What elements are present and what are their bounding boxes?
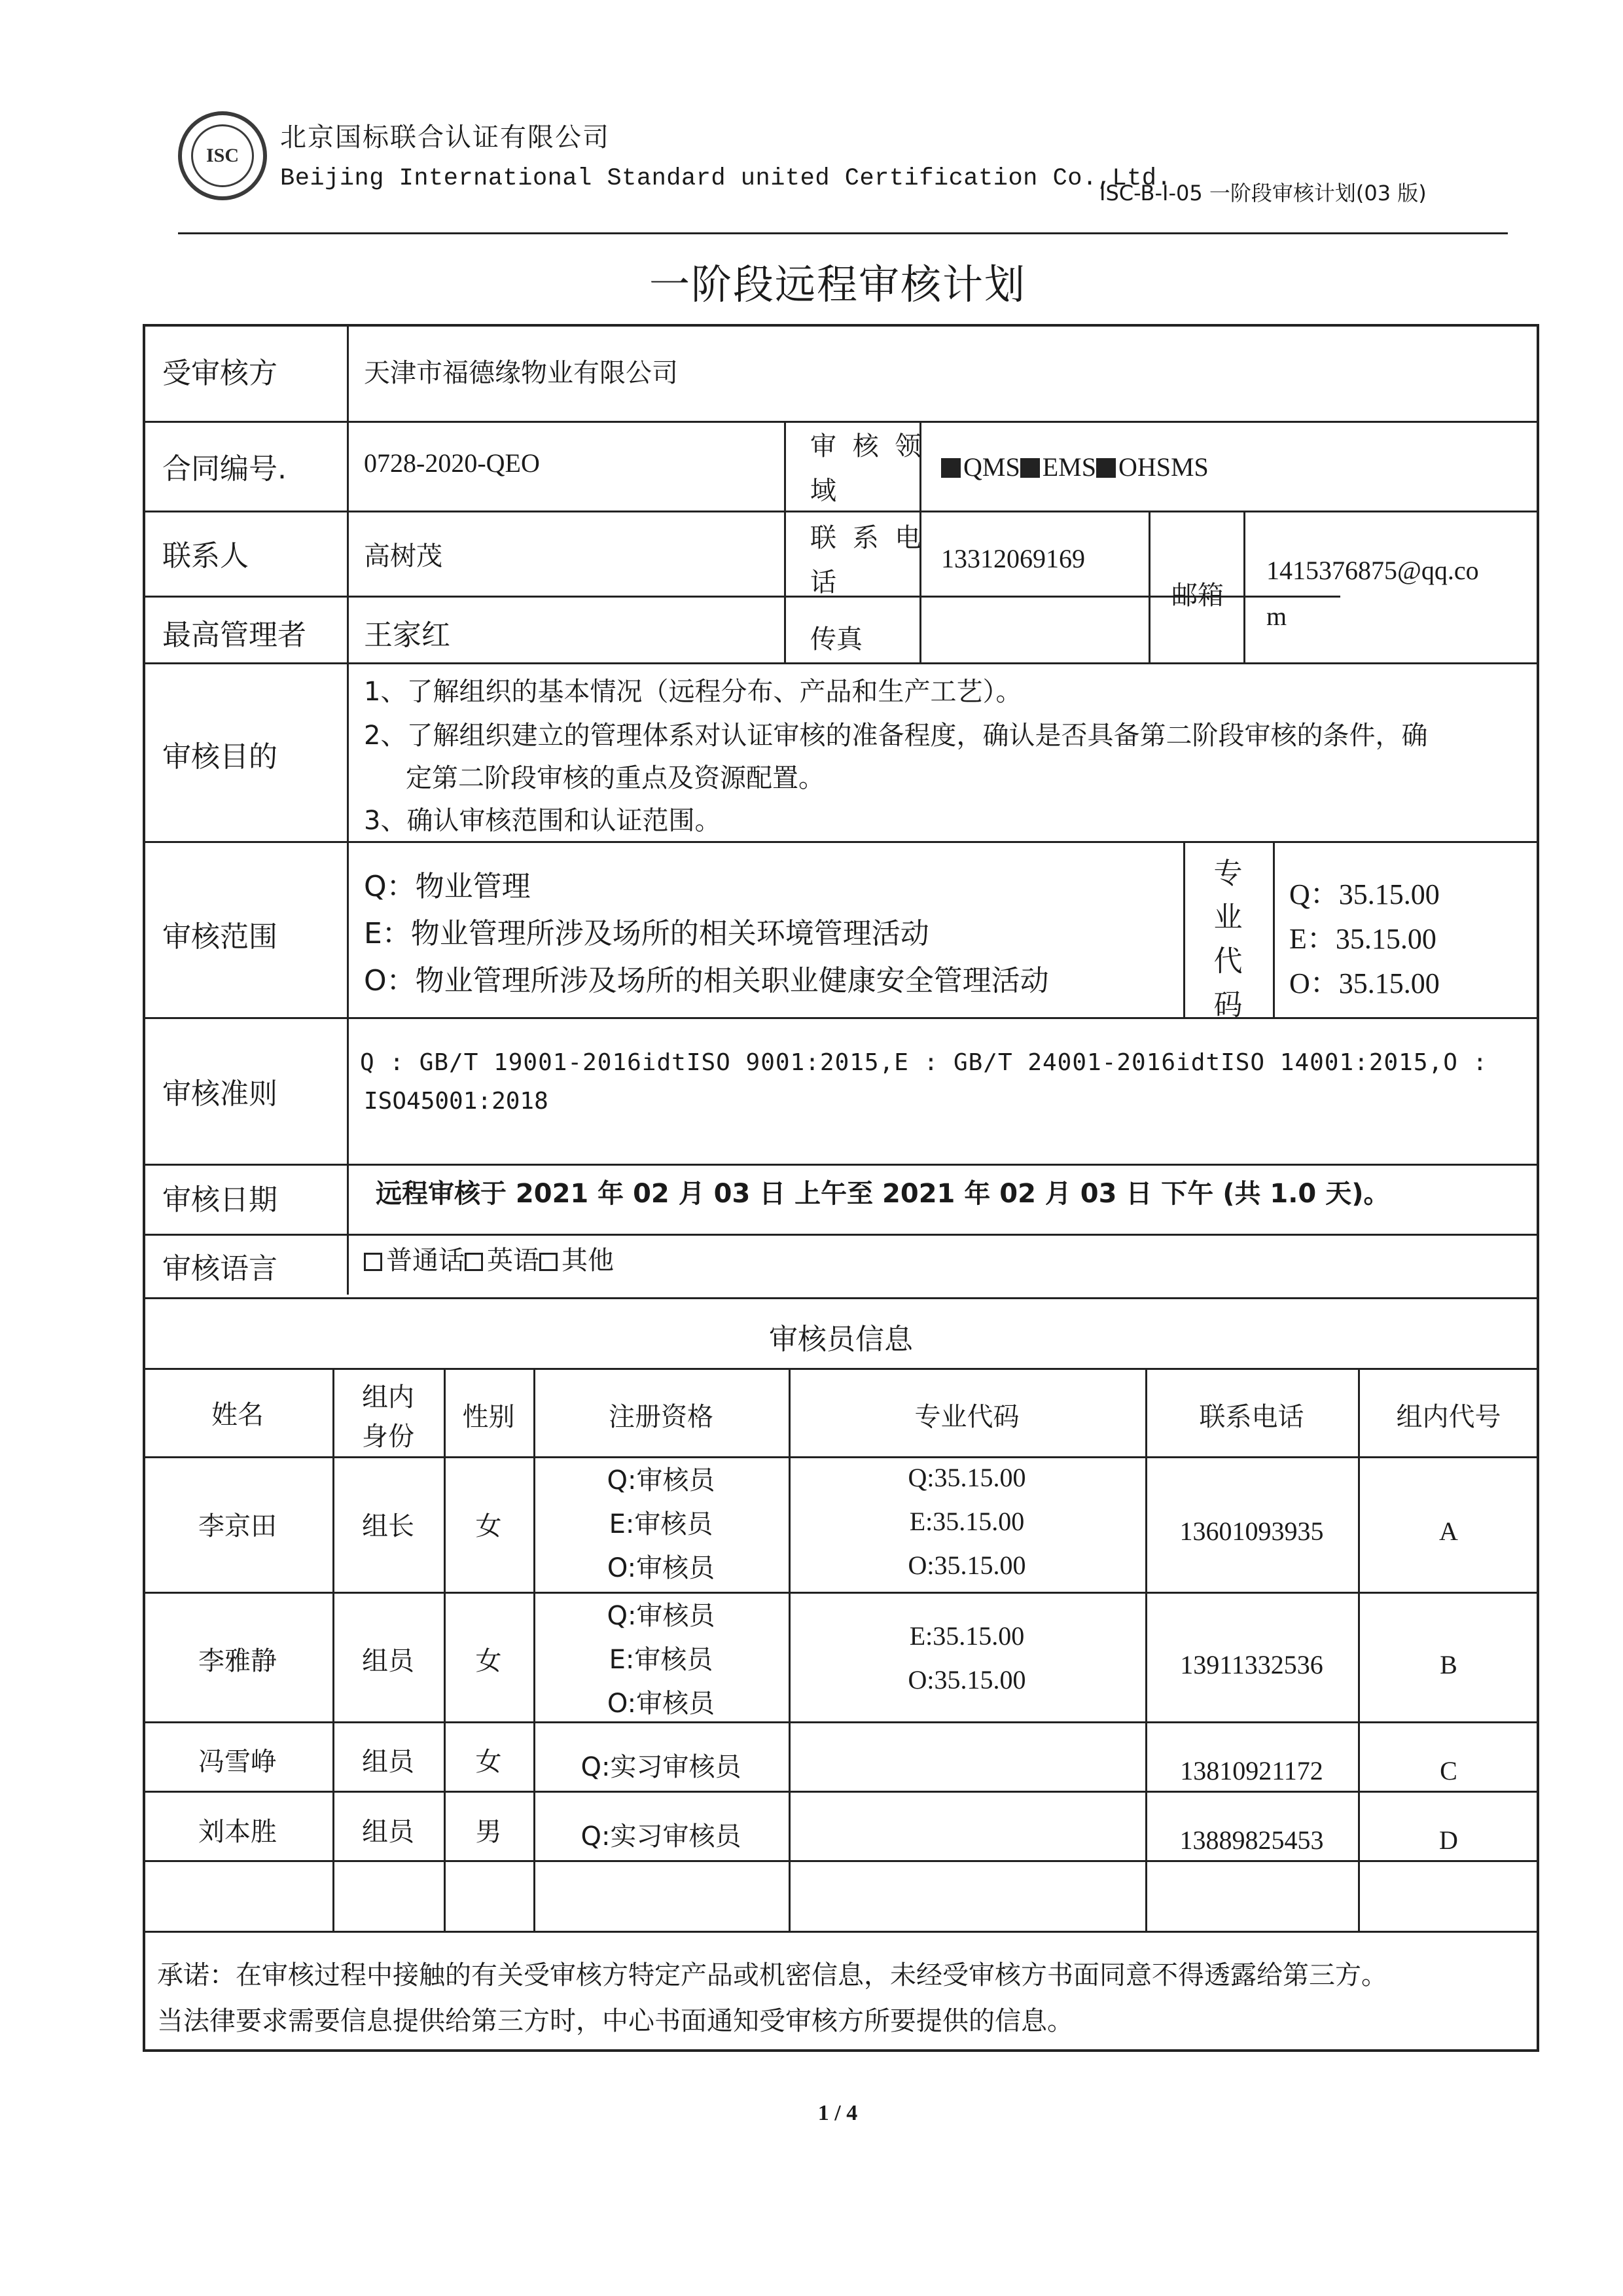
- row-divider: [143, 841, 1539, 843]
- company-name-cn: 北京国标联合认证有限公司: [280, 122, 610, 152]
- contract-label: 合同编号.: [162, 452, 287, 486]
- auditor-phone: 13911332536: [1180, 1650, 1323, 1679]
- row-divider: [143, 1017, 1539, 1019]
- auditor-group-code: B: [1440, 1650, 1457, 1679]
- auditor-gender: 女: [475, 1511, 502, 1541]
- row-divider: [143, 1164, 1539, 1166]
- page-number: 1 / 4: [817, 2101, 858, 2125]
- audit-field-options: [941, 452, 1209, 482]
- checkbox-icon: [364, 1253, 382, 1271]
- auditor-qualification: Q:实习审核员: [580, 1821, 741, 1852]
- header-code: 专业代码: [914, 1402, 1020, 1432]
- logo-mark: ISC: [205, 145, 240, 166]
- language-other: 其他: [562, 1246, 614, 1276]
- code-label-3: 代: [1213, 944, 1243, 978]
- row-divider: [143, 1234, 1539, 1236]
- purpose-item-3: 3、确认审核范围和认证范围。: [364, 806, 721, 836]
- purpose-item-2-cont: 定第二阶段审核的重点及资源配置。: [406, 763, 825, 793]
- auditor-role: 组员: [362, 1817, 414, 1847]
- column-divider: [1149, 511, 1150, 662]
- auditor-gender: 女: [475, 1646, 502, 1676]
- row-divider: [143, 1297, 1539, 1299]
- phone-label: 联 系 电: [810, 523, 925, 553]
- auditor-qualification: E:审核员: [609, 1645, 713, 1675]
- auditor-code: E:35.15.00: [909, 1621, 1025, 1651]
- auditor-qualification: Q:实习审核员: [580, 1752, 741, 1782]
- checked-box-icon: [941, 458, 961, 478]
- date-value: 远程审核于 2021 年 02 月 03 日 上午至 2021 年 02 月 03 日 下午 (共 1.0 天)。: [376, 1179, 1390, 1209]
- email-value: 1415376875@qq.co: [1266, 556, 1479, 585]
- company-name-en: Beijing International Standard united Certification Co.,Ltd.: [280, 165, 1172, 192]
- column-divider: [347, 324, 349, 1295]
- scope-line-o: O：物业管理所涉及场所的相关职业健康安全管理活动: [364, 964, 1049, 997]
- header-qualification: 注册资格: [609, 1402, 713, 1432]
- commitment-line-1: 承诺：在审核过程中接触的有关受审核方特定产品或机密信息，未经受审核方书面同意不得透露给第三方。: [157, 1960, 1387, 1990]
- auditor-group-code: D: [1439, 1825, 1458, 1855]
- auditor-section-title: 审核员信息: [769, 1323, 913, 1356]
- row-divider: [143, 421, 1539, 423]
- auditor-qualification: E:审核员: [609, 1509, 713, 1539]
- contact-label: 联系人: [162, 539, 249, 573]
- row-divider: [143, 1791, 1539, 1793]
- audit-field-label-2: 域: [810, 476, 836, 506]
- auditor-code: Q:35.15.00: [908, 1463, 1026, 1492]
- purpose-label: 审核目的: [162, 740, 277, 774]
- fax-label: 传真: [810, 624, 863, 655]
- auditor-phone: 13601093935: [1179, 1516, 1324, 1546]
- company-logo: [178, 111, 267, 200]
- auditor-role: 组员: [362, 1747, 414, 1777]
- row-divider: [143, 1860, 1539, 1862]
- language-english: 英语: [487, 1246, 539, 1276]
- auditee-label: 受审核方: [162, 357, 277, 390]
- header-group-code: 组内代号: [1396, 1402, 1501, 1432]
- code-label-2: 业: [1213, 901, 1243, 934]
- column-divider: [1243, 511, 1245, 662]
- contact-value: 高树茂: [364, 541, 442, 571]
- auditor-phone: 13889825453: [1179, 1825, 1324, 1855]
- audit-field-ems: EMS: [1042, 452, 1096, 482]
- auditor-gender: 男: [475, 1817, 502, 1847]
- code-label-1: 专: [1213, 857, 1243, 890]
- scope-code-q: Q：35.15.00: [1289, 878, 1440, 910]
- column-divider: [784, 421, 786, 662]
- phone-label-2: 话: [810, 567, 836, 598]
- email-label: 邮箱: [1171, 581, 1224, 611]
- header-phone: 联系电话: [1199, 1402, 1304, 1432]
- column-divider: [1273, 841, 1275, 1017]
- row-divider: [143, 1368, 1539, 1370]
- criteria-line-2: ISO45001:2018: [364, 1088, 548, 1115]
- row-divider: [143, 596, 1340, 598]
- auditor-group-code: A: [1439, 1516, 1458, 1546]
- auditor-qualification: O:审核员: [607, 1553, 715, 1583]
- checkbox-icon: [465, 1253, 483, 1271]
- criteria-line-1: Q : GB/T 19001-2016idtISO 9001:2015,E : GB/T 24001-2016idtISO 14001:2015,O :: [360, 1049, 1488, 1076]
- auditor-qualification: Q:审核员: [607, 1601, 715, 1631]
- header-name: 姓名: [211, 1400, 264, 1430]
- auditor-phone: 13810921172: [1180, 1756, 1323, 1785]
- auditor-role: 组长: [362, 1511, 414, 1541]
- document-code: ISC-B-I-05 一阶段审核计划(03 版): [1099, 181, 1427, 206]
- language-label: 审核语言: [162, 1252, 277, 1285]
- header-role-2: 身份: [362, 1422, 414, 1452]
- header-divider: [178, 232, 1508, 234]
- auditor-name: 李雅静: [198, 1646, 277, 1676]
- top-manager-label: 最高管理者: [162, 619, 306, 652]
- header-role: 组内: [362, 1382, 414, 1412]
- scope-line-q: Q：物业管理: [364, 870, 531, 903]
- row-divider: [143, 1721, 1539, 1723]
- phone-value: 13312069169: [941, 544, 1085, 573]
- row-divider: [143, 662, 1539, 664]
- row-divider: [143, 1592, 1539, 1594]
- top-manager-value: 王家红: [364, 619, 450, 652]
- purpose-item-2: 2、了解组织建立的管理体系对认证审核的准备程度，确认是否具备第二阶段审核的条件，确: [364, 721, 1428, 751]
- row-divider: [143, 1931, 1539, 1933]
- checked-box-icon: [1096, 458, 1116, 478]
- date-label: 审核日期: [162, 1183, 277, 1217]
- audit-field-label: 审 核 领: [810, 431, 925, 461]
- language-options: [364, 1240, 614, 1277]
- contract-value: 0728-2020-QEO: [364, 448, 540, 478]
- auditor-role: 组员: [362, 1646, 414, 1676]
- language-mandarin: 普通话: [386, 1246, 465, 1276]
- auditor-gender: 女: [475, 1747, 502, 1777]
- scope-label: 审核范围: [162, 920, 277, 954]
- auditor-code: O:35.15.00: [908, 1665, 1026, 1695]
- audit-field-qms: QMS: [963, 452, 1020, 482]
- code-label-4: 码: [1213, 988, 1243, 1022]
- row-divider: [143, 1456, 1539, 1458]
- auditor-group-code: C: [1440, 1756, 1457, 1785]
- criteria-label: 审核准则: [162, 1077, 277, 1111]
- purpose-item-1: 1、了解组织的基本情况（远程分布、产品和生产工艺）。: [364, 677, 1022, 707]
- commitment-line-2: 当法律要求需要信息提供给第三方时，中心书面通知受审核方所要提供的信息。: [157, 2006, 1073, 2036]
- email-value-2: m: [1266, 601, 1287, 631]
- checked-box-icon: [1020, 458, 1040, 478]
- auditor-code: O:35.15.00: [908, 1551, 1026, 1580]
- scope-line-e: E：物业管理所涉及场所的相关环境管理活动: [364, 917, 929, 950]
- page-title: 一阶段远程审核计划: [649, 260, 1026, 308]
- scope-code-o: O：35.15.00: [1289, 967, 1440, 999]
- header-gender: 性别: [462, 1402, 515, 1432]
- audit-field-ohsms: OHSMS: [1118, 452, 1209, 482]
- auditor-qualification: O:审核员: [607, 1689, 715, 1719]
- auditor-code: E:35.15.00: [909, 1507, 1025, 1536]
- auditor-name: 刘本胜: [198, 1817, 277, 1847]
- checkbox-icon: [539, 1253, 558, 1271]
- row-divider: [143, 511, 1539, 512]
- auditor-name: 李京田: [198, 1511, 277, 1541]
- auditor-name: 冯雪峥: [198, 1747, 277, 1777]
- auditor-qualification: Q:审核员: [607, 1465, 715, 1496]
- auditee-value: 天津市福德缘物业有限公司: [364, 358, 678, 388]
- scope-code-e: E：35.15.00: [1289, 923, 1436, 955]
